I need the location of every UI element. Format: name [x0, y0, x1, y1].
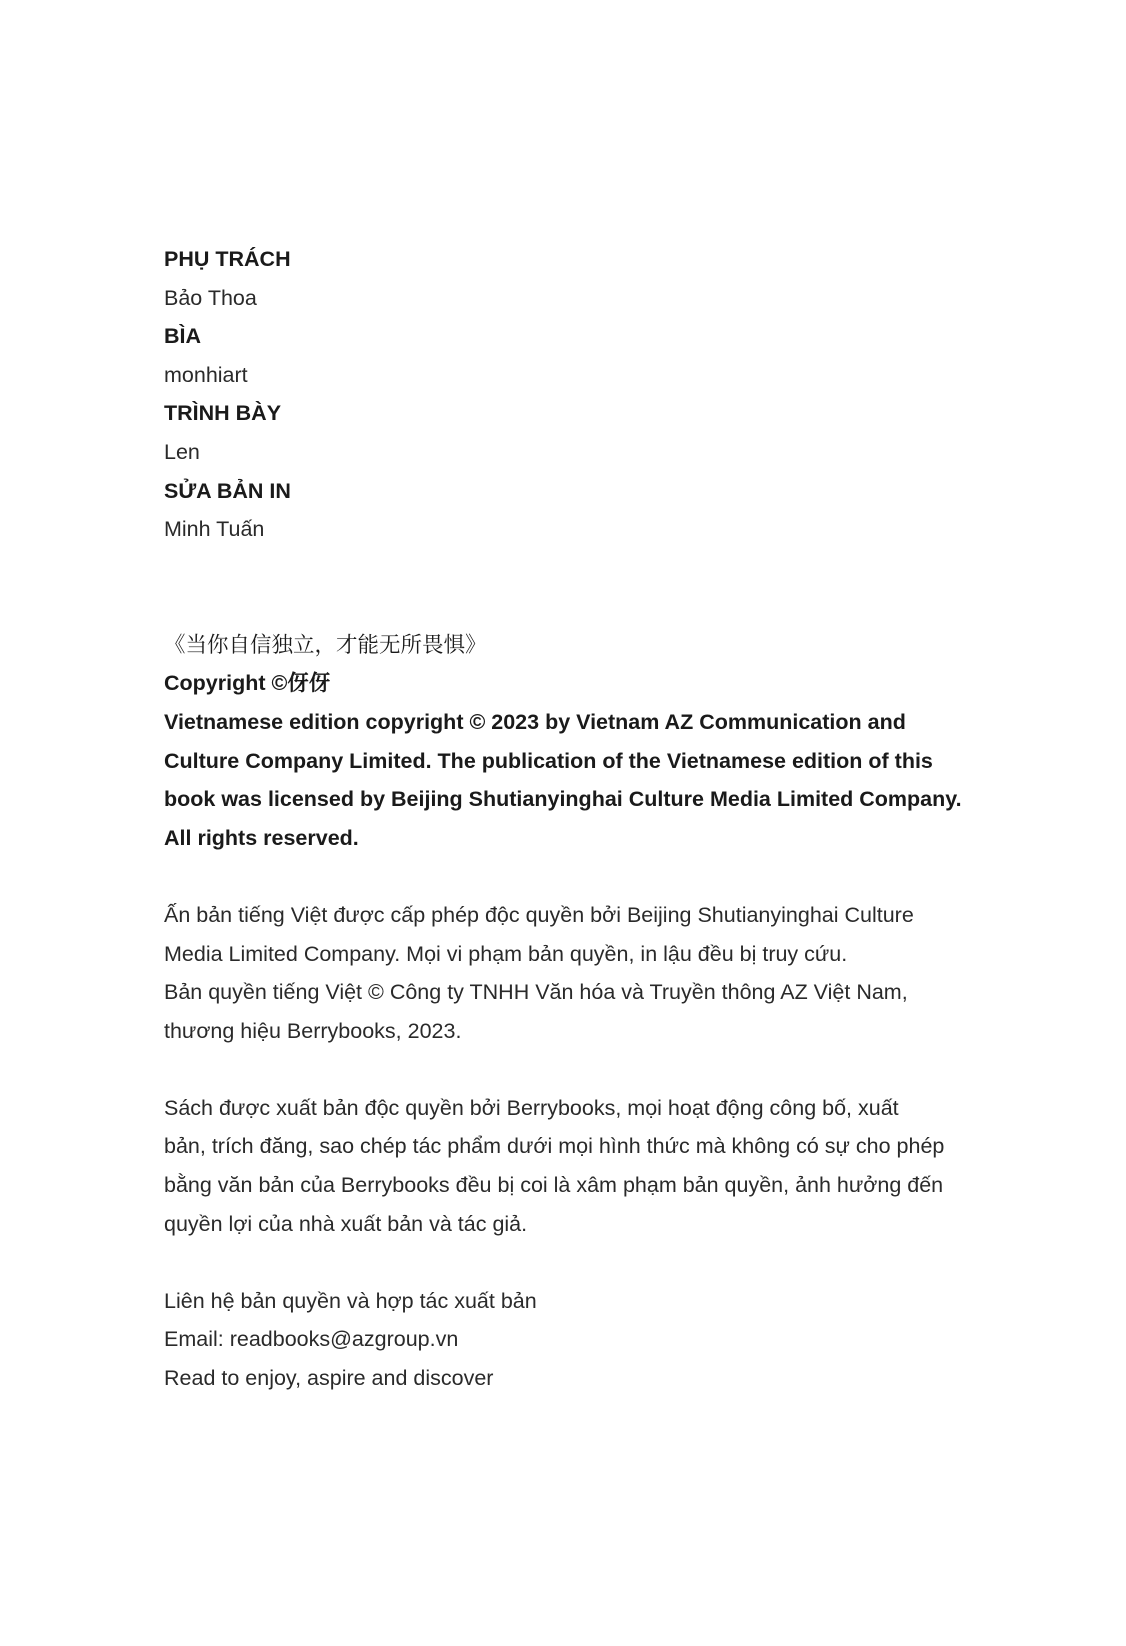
copyright-line: Culture Company Limited. The publication of the Vietnamese edition of this	[164, 748, 933, 773]
credit-name-editor: Bảo Thoa	[164, 285, 257, 310]
license-line: Ấn bản tiếng Việt được cấp phép độc quyền bởi Beijing Shutianyinghai Culture	[164, 902, 914, 927]
license-line: thương hiệu Berrybooks, 2023.	[164, 1018, 462, 1043]
contact-tagline: Read to enjoy, aspire and discover	[164, 1366, 494, 1391]
credit-name-proofreading: Minh Tuấn	[164, 517, 265, 542]
original-title: 《当你自信独立，才能无所畏惧》	[164, 632, 487, 657]
paragraph-gap	[164, 1243, 984, 1282]
license-line: Media Limited Company. Mọi vi phạm bản quyền, in lậu đều bị truy cứu.	[164, 941, 848, 966]
rights-line: bản, trích đăng, sao chép tác phẩm dưới mọi hình thức mà không có sự cho phép	[164, 1134, 945, 1159]
copyright-notice	[164, 664, 984, 857]
paragraph-gap	[164, 857, 984, 896]
license-notice	[164, 896, 984, 1050]
contact-block	[164, 1282, 984, 1398]
credit-role-proofreading: SỬA BẢN IN	[164, 478, 291, 503]
copyright-page	[164, 240, 984, 1398]
credit-role-layout: TRÌNH BÀY	[164, 401, 282, 426]
copyright-line: book was licensed by Beijing Shutianyinghai Culture Media Limited Company.	[164, 787, 962, 812]
credit-role-editor: PHỤ TRÁCH	[164, 247, 291, 271]
credit-name-cover: monhiart	[164, 362, 248, 387]
contact-email[interactable]: Email: readbooks@azgroup.vn	[164, 1327, 459, 1352]
rights-line: Sách được xuất bản độc quyền bởi Berrybooks, mọi hoạt động công bố, xuất	[164, 1095, 899, 1120]
paragraph-gap	[164, 1050, 984, 1089]
rights-notice	[164, 1089, 984, 1243]
license-line: Bản quyền tiếng Việt © Công ty TNHH Văn hóa và Truyền thông AZ Việt Nam,	[164, 980, 908, 1005]
rights-line: bằng văn bản của Berrybooks đều bị coi là xâm phạm bản quyền, ảnh hưởng đến	[164, 1173, 944, 1198]
credit-name-layout: Len	[164, 439, 200, 464]
copyright-line: Vietnamese edition copyright © 2023 by Vietnam AZ Communication and	[164, 709, 906, 734]
credits-block	[164, 240, 984, 549]
rights-line: quyền lợi của nhà xuất bản và tác giả.	[164, 1211, 528, 1236]
copyright-line: All rights reserved.	[164, 825, 359, 850]
contact-heading: Liên hệ bản quyền và hợp tác xuất bản	[164, 1288, 537, 1313]
copyright-line: Copyright ©伢伢	[164, 671, 331, 696]
credit-role-cover: BÌA	[164, 324, 202, 349]
